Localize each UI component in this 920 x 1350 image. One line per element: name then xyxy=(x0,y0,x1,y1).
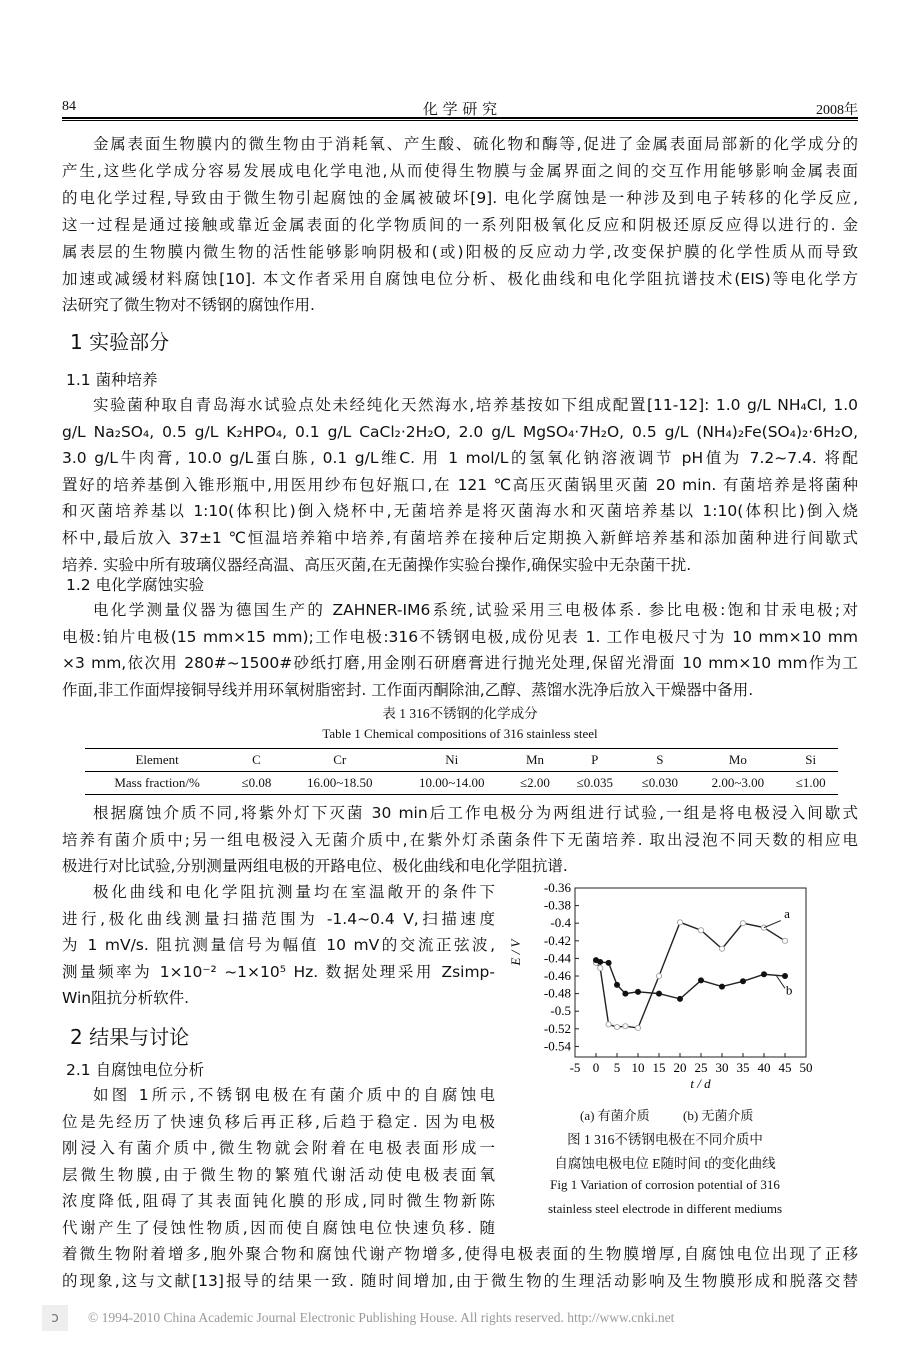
data-point-a xyxy=(656,973,661,978)
y-tick-label: -0.54 xyxy=(543,1038,571,1054)
leader-line-a xyxy=(764,921,781,928)
data-point-b xyxy=(761,971,767,977)
text-line: 着微生物附着增多,胞外聚合物和腐蚀代谢产物增多,使得电极表面的生物膜增厚,自腐蚀电位出现了正移 xyxy=(62,1245,858,1263)
text-line: 的电化学过程,导致由于微生物引起腐蚀的金属被破坏[9]. 电化学腐蚀是一种涉及到电子转移的化学反应, xyxy=(62,188,858,207)
text-line: 的现象,这与文献[13]报导的结果一致. 随时间增加,由于微生物的生理活动影响及生物膜形成和脱落交替 xyxy=(62,1271,858,1290)
y-tick-label: -0.42 xyxy=(543,932,571,948)
x-tick-label: 25 xyxy=(694,1060,708,1075)
y-tick-label: -0.5 xyxy=(550,1003,571,1019)
text-line: 极进行对比试验,分别测量两组电极的开路电位、极化曲线和电化学阻抗谱. xyxy=(62,857,568,876)
text-line: 极化曲线和电化学阻抗测量均在室温敞开的条件下 xyxy=(93,883,495,901)
data-point-b xyxy=(782,973,788,979)
figure-caption-cn-2: 自腐蚀电极电位 E随时间 t的变化曲线 xyxy=(554,1156,776,1171)
data-point-b xyxy=(635,989,641,995)
x-tick-label: 0 xyxy=(592,1060,600,1075)
composition-table xyxy=(85,748,838,795)
table-header-cell: Cr xyxy=(284,749,396,772)
y-axis-label: E / V xyxy=(508,939,523,966)
table-cell: ≤0.08 xyxy=(241,775,272,790)
text-line: 属表层的生物膜内微生物的活性能够影响阴极和(或)阳极的反应动力学,改变保护膜的化学性质从而导致 xyxy=(62,242,858,261)
text-line: 杯中,最后放入 37±1 ℃恒温培养箱中培养,有菌培养在接种后定期换入新鲜培养基和添加菌种进行间歇式 xyxy=(62,529,858,547)
x-tick-label: 15 xyxy=(652,1060,666,1075)
x-tick-label: 20 xyxy=(673,1060,687,1075)
text-line: 这一过程是通过接触或靠近金属表面的化学物质间的一系列阳极氧化反应和阴极还原反应得以进行的. 金 xyxy=(62,215,858,234)
text-line: 培养. 实验中所有玻璃仪器经高温、高压灭菌,在无菌操作实验台操作,确保实验中无杂菌干扰. xyxy=(62,555,692,574)
data-point-a xyxy=(677,920,682,925)
text-line: 加速或减缓材料腐蚀[10]. 本文作者采用自腐蚀电位分析、极化曲线和电化学阻抗谱技术(EIS)等电化学方 xyxy=(62,269,858,288)
data-point-b xyxy=(606,960,612,966)
subcaption-b: (b) 无菌介质 xyxy=(683,1108,754,1123)
table-header-cell: Ni xyxy=(396,749,508,772)
table-cell: ≤0.035 xyxy=(576,775,613,790)
text-line: 和灭菌培养基以 1:10(体积比)倒入烧杯中,无菌培养是将灭菌海水和灭菌培养基以 1:10(体积比)倒入烧 xyxy=(62,502,858,521)
table-header-cell: Element xyxy=(85,749,229,772)
text-line: 为 1 mV/s. 阻抗测量信号为幅值 10 mV的交流正弦波, xyxy=(62,936,495,954)
data-point-a xyxy=(782,938,787,943)
text-line: 实验菌种取自青岛海水试验点处未经纯化天然海水,培养基按如下组成配置[11-12]: 1.0 g/L NH₄Cl, 1.0 xyxy=(93,396,858,414)
y-tick-label: -0.38 xyxy=(543,897,571,913)
table-header-cell: Mn xyxy=(508,749,563,772)
table-header-cell: Mo xyxy=(692,749,783,772)
series-label-b: b xyxy=(785,982,793,998)
data-point-b xyxy=(698,977,704,983)
x-tick-label: 30 xyxy=(715,1060,729,1075)
x-tick-label: 10 xyxy=(631,1060,645,1075)
text-line: 3.0 g/L牛肉膏, 10.0 g/L蛋白胨, 0.1 g/L维C. 用 1 mol/L的氢氧化钠溶液调节 pH值为 7.2~7.4. 将配 xyxy=(62,449,858,468)
table-cell: 16.00~18.50 xyxy=(306,775,373,790)
table-caption-cn: 表 1 316不锈钢的化学成分 xyxy=(382,706,538,721)
journal-title: 化 学 研 究 xyxy=(422,100,498,118)
data-point-a xyxy=(606,1022,611,1027)
y-tick-label: -0.46 xyxy=(543,968,571,984)
y-tick-label: -0.44 xyxy=(543,950,571,966)
text-line: 金属表面生物膜内的微生物由于消耗氧、产生酸、硫化物和酶等,促进了金属表面局部新的化学成分的 xyxy=(93,135,858,153)
x-tick-label: 40 xyxy=(757,1060,771,1075)
data-point-b xyxy=(614,982,620,988)
data-point-b xyxy=(677,996,683,1002)
plot-frame xyxy=(575,888,806,1057)
section-2-heading: 2 结果与讨论 xyxy=(70,1025,190,1049)
x-tick-label: 5 xyxy=(613,1060,621,1075)
text-line: 刚浸入有菌介质中,微生物就会附着在电极表面形成一 xyxy=(62,1139,495,1158)
x-tick-label: -5 xyxy=(569,1060,581,1075)
x-tick-label: 50 xyxy=(799,1060,813,1075)
table-cell: ≤2.00 xyxy=(520,775,550,790)
corrosion-potential-chart xyxy=(500,870,830,1095)
data-point-a xyxy=(623,1024,628,1029)
text-line: 层微生物膜,由于微生物的繁殖代谢活动使电极表面氧 xyxy=(62,1165,495,1184)
text-line: Win阻抗分析软件. xyxy=(62,989,190,1007)
table-cell: 10.00~14.00 xyxy=(418,775,485,790)
table-header-cell: S xyxy=(627,749,692,772)
y-tick-label: -0.36 xyxy=(543,880,571,895)
text-line: 法研究了微生物对不锈钢的腐蚀作用. xyxy=(62,296,315,315)
data-point-b xyxy=(740,978,746,984)
section-2-1-heading: 2.1 自腐蚀电位分析 xyxy=(66,1061,205,1079)
data-point-a xyxy=(635,1025,640,1030)
text-line: ×3 mm,依次用 280#~1500#砂纸打磨,用金刚石研磨膏进行抛光处理,保留光滑面 10 mm×10 mm作为工 xyxy=(62,654,858,673)
data-point-a xyxy=(740,921,745,926)
table-cell: 2.00~3.00 xyxy=(711,775,765,790)
text-line: 进行,极化曲线测量扫描范围为 -1.4~0.4 V,扫描速度 xyxy=(62,909,495,928)
data-point-b xyxy=(597,959,603,965)
x-axis-label: t / d xyxy=(690,1076,711,1091)
table-header-cell: C xyxy=(229,749,284,772)
data-point-a xyxy=(598,965,603,970)
page-number: 84 xyxy=(62,99,76,114)
table-header-cell: P xyxy=(562,749,627,772)
subcaption-a: (a) 有菌介质 xyxy=(580,1108,650,1123)
table-caption-en: Table 1 Chemical compositions of 316 stainless steel xyxy=(322,726,598,741)
text-line: 根据腐蚀介质不同,将紫外灯下灭菌 30 min后工作电极分为两组进行试验,一组是将电极浸入间歇式 xyxy=(93,804,858,822)
text-line: 培养有菌介质中;另一组电极浸入无菌介质中,在紫外灯杀菌条件下无菌培养. 取出浸泡不同天数的相应电 xyxy=(62,830,858,849)
header-rule xyxy=(62,117,858,121)
table-cell: ≤0.030 xyxy=(641,775,678,790)
series-label-a: a xyxy=(784,905,790,921)
table-header-row xyxy=(85,749,838,772)
text-line: 浓度降低,阻碍了其表面钝化膜的形成,同时微生物新陈 xyxy=(62,1192,495,1211)
text-line: 电极:铂片电极(15 mm×15 mm);工作电极:316不锈钢电极,成份见表 1. 工作电极尺寸为 10 mm×10 mm xyxy=(62,627,858,646)
data-point-b xyxy=(656,991,662,997)
data-point-a xyxy=(614,1024,619,1029)
y-tick-label: -0.52 xyxy=(543,1020,571,1036)
data-point-b xyxy=(719,984,725,990)
table-row xyxy=(85,772,838,795)
year: 2008年 xyxy=(816,103,858,118)
text-line: 电化学测量仪器为德国生产的 ZAHNER-IM6系统,试验采用三电极体系. 参比电极:饱和甘汞电极;对 xyxy=(93,601,858,619)
figure-caption-en-1: Fig 1 Variation of corrosion potential of 316 xyxy=(550,1177,780,1192)
text-line: 作面,非工作面焊接铜导线并用环氧树脂密封. 工作面丙酮除油,乙醇、蒸馏水洗净后放入干燥器中备用. xyxy=(62,681,754,700)
copyright-footer: © 1994-2010 China Academic Journal Electronic Publishing House. All rights reserved. http://www.cnki.net xyxy=(88,1310,675,1325)
text-line: 测量频率为 1×10⁻² ~1×10⁵ Hz. 数据处理采用 Zsimp- xyxy=(62,962,495,981)
section-1-2-heading: 1.2 电化学腐蚀实验 xyxy=(66,576,205,594)
series-line-a xyxy=(596,922,785,1028)
x-tick-label: 45 xyxy=(778,1060,792,1075)
y-tick-label: -0.48 xyxy=(543,985,571,1001)
x-tick-label: 35 xyxy=(736,1060,750,1075)
text-line: g/L Na₂SO₄, 0.5 g/L K₂HPO₄, 0.1 g/L CaCl₂·2H₂O, 2.0 g/L MgSO₄·7H₂O, 0.5 g/L (NH₄)₂Fe(SO₄)₂·6H₂O, xyxy=(62,422,858,441)
data-point-b xyxy=(622,991,628,997)
section-1-1-heading: 1.1 菌种培养 xyxy=(66,371,158,389)
table-cell: Mass fraction/% xyxy=(114,775,200,790)
cnki-logo: ↄ xyxy=(42,1305,68,1331)
table-cell: ≤1.00 xyxy=(795,775,826,790)
text-line: 位是先经历了快速负移后再正移,后趋于稳定. 因为电极 xyxy=(62,1112,495,1131)
text-line: 置好的培养基倒入锥形瓶中,用医用纱布包好瓶口,在 121 ℃高压灭菌锅里灭菌 20 min. 有菌培养是将菌种 xyxy=(62,475,858,494)
text-line: 如图 1所示,不锈钢电极在有菌介质中的自腐蚀电 xyxy=(93,1086,495,1104)
data-point-a xyxy=(698,928,703,933)
data-point-a xyxy=(719,946,724,951)
figure-caption-cn-1: 图 1 316不锈钢电极在不同介质中 xyxy=(567,1132,763,1147)
figure-caption-en-2: stainless steel electrode in different mediums xyxy=(547,1201,783,1216)
y-tick-label: -0.4 xyxy=(550,915,571,931)
text-line: 产生,这些化学成分容易发展成电化学电池,从而使得生物膜与金属界面之间的交互作用能够影响金属表面 xyxy=(62,161,858,180)
section-1-heading: 1 实验部分 xyxy=(70,330,170,354)
text-line: 代谢产生了侵蚀性物质,因而使自腐蚀电位快速负移. 随 xyxy=(62,1219,495,1237)
table-header-cell: Si xyxy=(783,749,838,772)
